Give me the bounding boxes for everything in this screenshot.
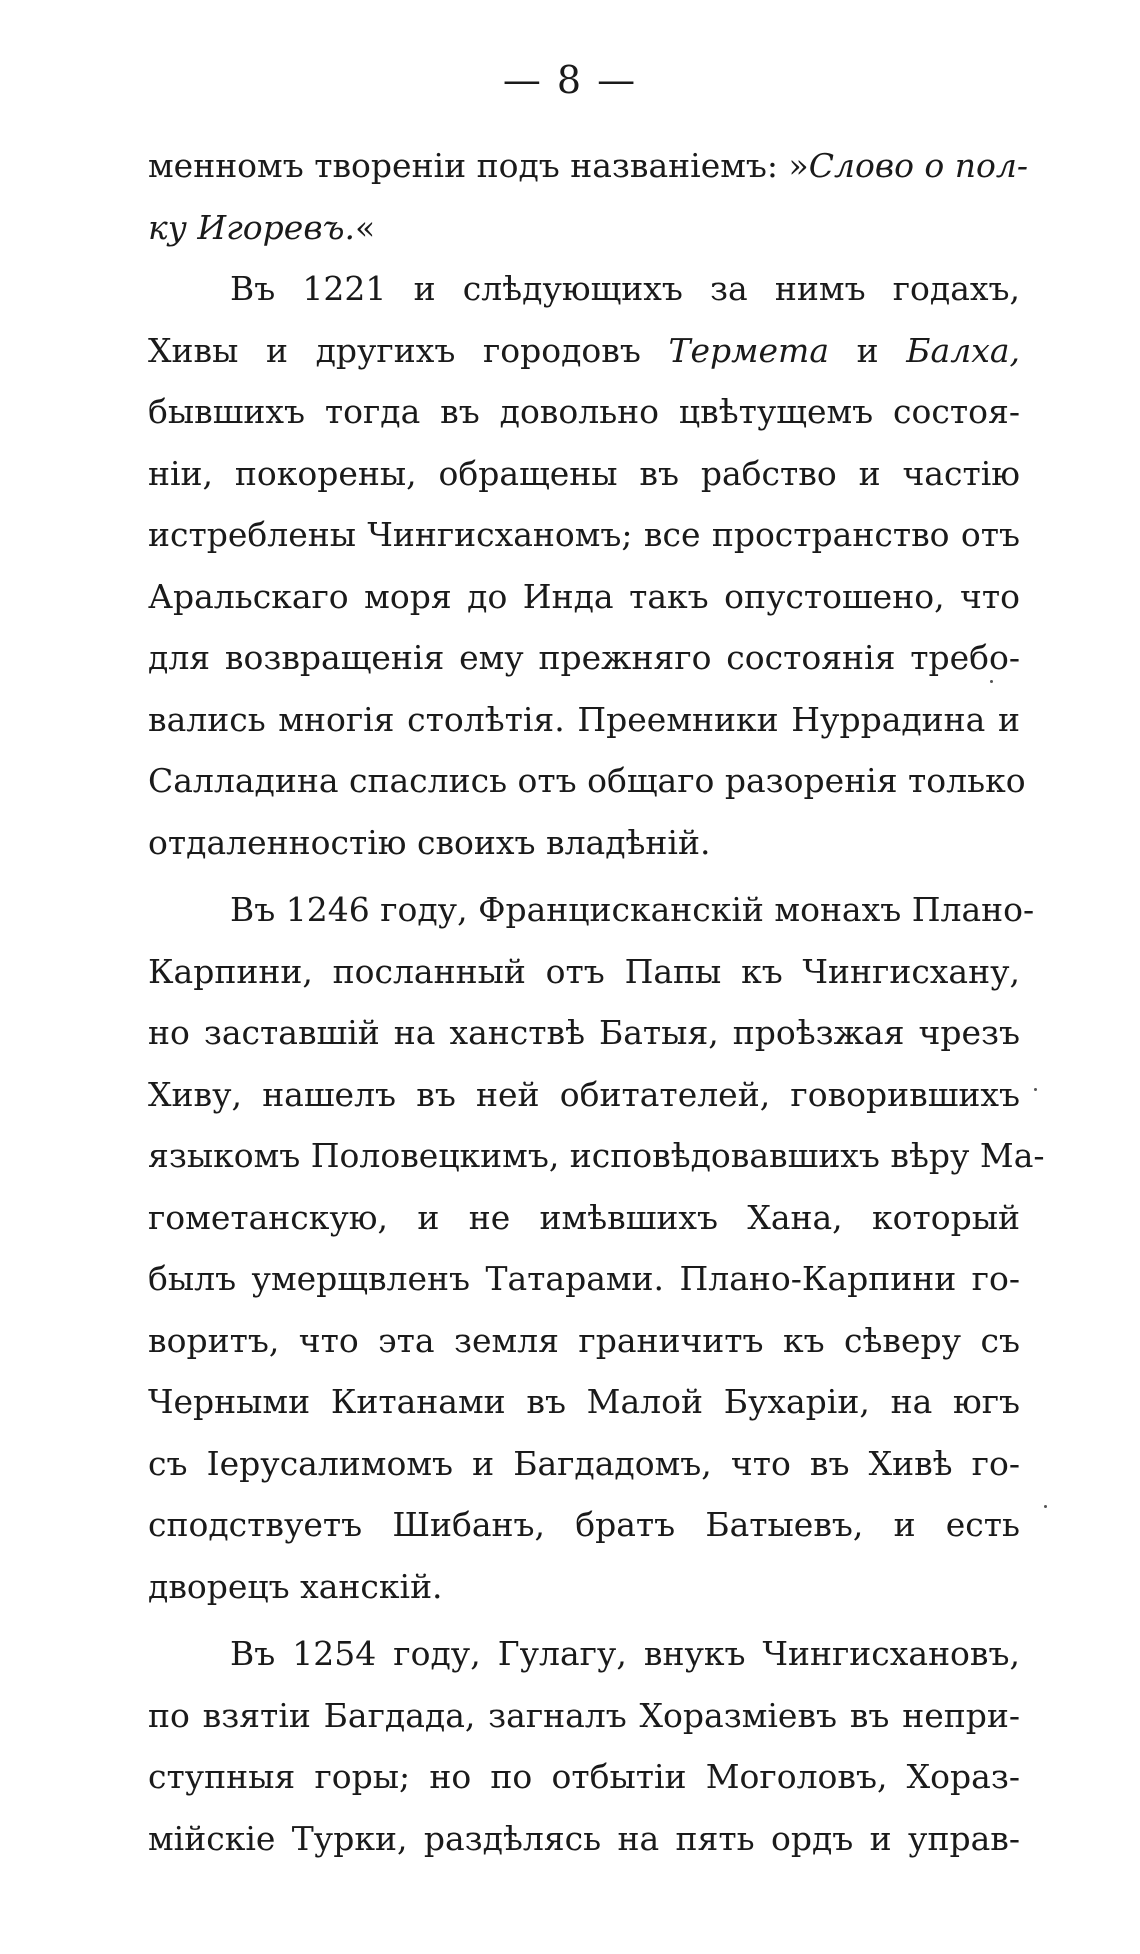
text-line-17: языкомъ Половецкимъ, исповѣдовавшихъ вѣру Ма- [148,1136,1045,1175]
text-line-11: Салладина спаслись отъ общаго разоренія только [148,761,1026,800]
text-line-8: Аральскаго моря до Инда такъ опустошено, что [148,576,1020,616]
text-line-12: отдаленностію своихъ владѣній. [148,822,711,862]
text-line-28: мійскіе Турки, раздѣлясь на пять ордъ и управ- [148,1818,1020,1858]
text-line-19: былъ умерщвленъ Татарами. Плано-Карпини го- [148,1259,1020,1298]
scan-speck [1034,1088,1037,1091]
text-line-3: Въ 1221 и слѣдующихъ за нимъ годахъ, [230,269,1020,308]
text-line-7: истреблены Чингисханомъ; все пространство отъ [148,515,1020,554]
scan-speck [1044,1505,1047,1508]
text-line-23: сподствуетъ Шибанъ, братъ Батыевъ, и есть [148,1505,1020,1544]
text-line-13: Въ 1246 году, Францисканскій монахъ Плано- [230,890,1035,929]
text-line-22: съ Іерусалимомъ и Багдадомъ, что въ Хивѣ го- [148,1443,1020,1483]
text-line-18: гометанскую, и не имѣвшихъ Хана, который [148,1197,1020,1237]
body-text [148,135,1045,1869]
text-line-21: Черными Китанами въ Малой Бухаріи, на югъ [148,1382,1020,1421]
page-number: — 8 — [502,58,638,102]
text-line-14: Карпини, посланный отъ Папы къ Чингисхану, [148,951,1020,991]
text-line-25: Въ 1254 году, Гулагу, внукъ Чингисхановъ, [230,1634,1020,1673]
text-line-1: менномъ твореніи подъ названіемъ: »Слово о пол- [148,146,1029,185]
text-line-20: воритъ, что эта земля граничитъ къ сѣверу съ [148,1320,1020,1360]
text-line-5: бывшихъ тогда въ довольно цвѣтущемъ состоя- [148,392,1020,431]
text-line-10: вались многія столѣтія. Преемники Нуррадина и [148,699,1020,739]
text-line-16: Хиву, нашелъ въ ней обитателей, говорившихъ [148,1074,1020,1114]
text-line-4: Хивы и другихъ городовъ Термета и Балха, [148,330,1020,370]
text-line-27: ступныя горы; но по отбытіи Моголовъ, Хораз- [148,1757,1020,1796]
text-line-2: ку Игоревъ.« [148,207,376,247]
scan-speck [990,680,993,683]
text-line-26: по взятіи Багдада, загналъ Хоразміевъ въ непри- [148,1695,1020,1735]
text-line-9: для возвращенія ему прежняго состоянія требо- [148,638,1020,677]
text-line-6: ніи, покорены, обращены въ рабство и частію [148,453,1020,493]
text-line-24: дворецъ ханскій. [148,1566,443,1606]
text-line-15: но заставшій на ханствѣ Батыя, проѣзжая чрезъ [148,1013,1020,1052]
